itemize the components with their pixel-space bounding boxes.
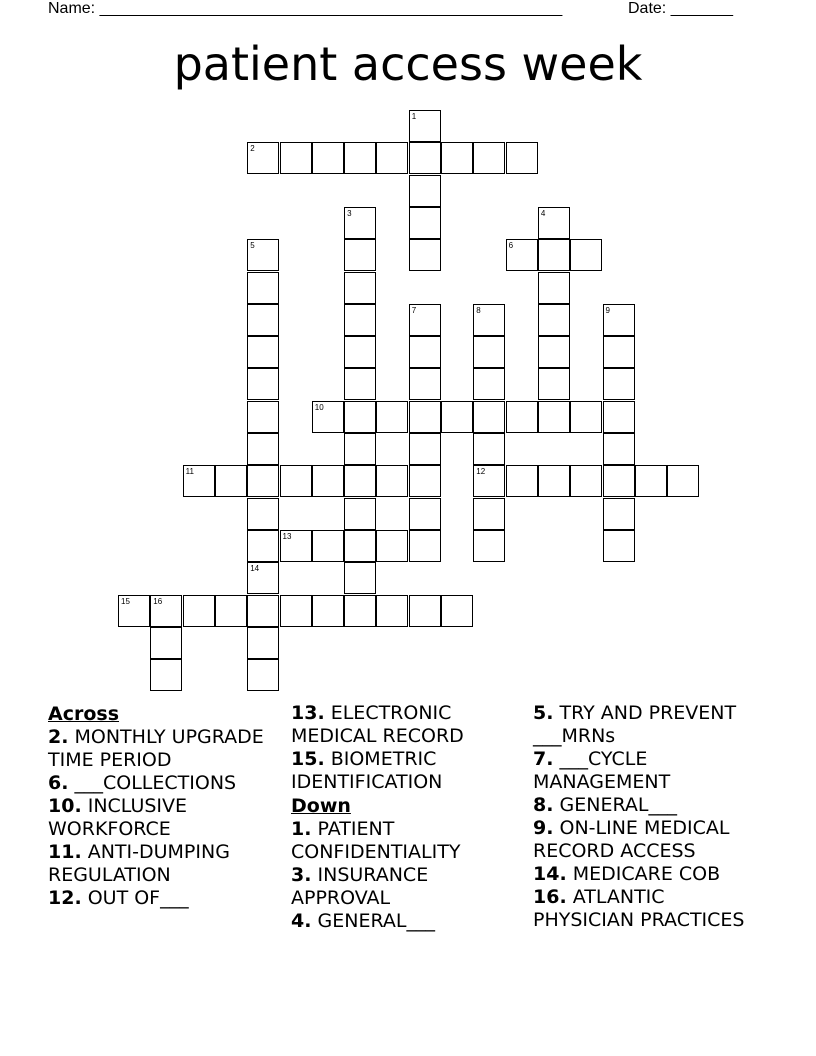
grid-cell[interactable]	[473, 465, 505, 497]
grid-cell[interactable]	[409, 336, 441, 368]
clue-number: 14.	[533, 863, 567, 885]
grid-cell[interactable]	[344, 498, 376, 530]
cell-number: 6	[508, 241, 514, 251]
cell-number: 13	[282, 531, 292, 541]
cell-number: 1	[411, 112, 417, 121]
grid-cell[interactable]	[473, 336, 505, 368]
grid-cell[interactable]	[215, 595, 247, 627]
grid-cell[interactable]	[538, 304, 570, 336]
clue-text: ANTI-DUMPING REGULATION	[48, 841, 230, 886]
grid-cell[interactable]	[409, 433, 441, 465]
grid-cell[interactable]	[603, 530, 635, 562]
grid-cell[interactable]	[344, 433, 376, 465]
grid-cell[interactable]	[603, 465, 635, 497]
clue-number: 16.	[533, 886, 567, 908]
clue-down-5	[533, 702, 769, 748]
cell-number: 11	[185, 467, 194, 477]
grid-cell[interactable]	[473, 368, 505, 400]
grid-cell[interactable]	[603, 401, 635, 433]
grid-cell[interactable]	[409, 595, 441, 627]
clue-number: 9.	[533, 817, 554, 839]
clue-text: BIOMETRIC IDENTIFICATION	[291, 748, 443, 793]
clue-down-14	[533, 863, 769, 886]
clue-down-7	[533, 748, 769, 794]
clue-number: 6.	[48, 772, 69, 794]
clue-text: ___COLLECTIONS	[74, 772, 237, 794]
cell-number: 14	[250, 564, 260, 574]
cell-number: 2	[250, 144, 255, 154]
grid-cell[interactable]	[409, 110, 441, 142]
clue-down-1	[291, 818, 527, 864]
clue-column-2	[291, 702, 527, 933]
cell-number: 7	[411, 305, 417, 315]
grid-cell[interactable]	[603, 368, 635, 400]
grid-cell[interactable]	[409, 530, 441, 562]
clue-number: 4.	[291, 910, 312, 932]
grid-cell[interactable]	[280, 465, 312, 497]
grid-cell[interactable]	[473, 530, 505, 562]
grid-cell[interactable]	[247, 304, 279, 336]
grid-cell[interactable]	[506, 239, 538, 271]
grid-cell[interactable]	[344, 142, 376, 174]
grid-cell[interactable]	[344, 336, 376, 368]
grid-cell[interactable]	[473, 142, 505, 174]
cell-number: 15	[121, 596, 130, 606]
clue-text: OUT OF___	[87, 887, 189, 909]
grid-cell[interactable]	[312, 465, 344, 497]
clue-text: ___CYCLE MANAGEMENT	[533, 748, 671, 793]
cell-number: 10	[314, 402, 324, 412]
grid-cell[interactable]	[312, 142, 344, 174]
grid-cell[interactable]	[409, 304, 441, 336]
grid-cell[interactable]	[603, 433, 635, 465]
grid-cell[interactable]	[344, 239, 376, 271]
clue-across-11	[48, 841, 284, 887]
grid-cell[interactable]	[150, 595, 182, 627]
grid-cell[interactable]	[473, 433, 505, 465]
clue-number: 8.	[533, 794, 554, 816]
name-field-label: Name: ____________________________________________________	[48, 0, 563, 17]
cell-number: 16	[153, 596, 163, 606]
grid-cell[interactable]	[280, 142, 312, 174]
cell-number: 3	[347, 208, 352, 218]
grid-cell[interactable]	[312, 401, 344, 433]
grid-cell[interactable]	[506, 142, 538, 174]
grid-cell[interactable]	[538, 207, 570, 239]
cell-number: 4	[540, 208, 546, 218]
grid-cell[interactable]	[344, 465, 376, 497]
grid-cell[interactable]	[247, 239, 279, 271]
date-field-label: Date: _______	[628, 0, 733, 17]
clue-number: 11.	[48, 841, 82, 863]
grid-cell[interactable]	[409, 142, 441, 174]
clue-text: PATIENT CONFIDENTIALITY	[291, 818, 461, 863]
grid-cell[interactable]	[344, 562, 376, 594]
grid-cell[interactable]	[409, 175, 441, 207]
clue-number: 7.	[533, 748, 554, 770]
clue-across-12	[48, 887, 284, 910]
clue-number: 3.	[291, 864, 312, 886]
grid-cell[interactable]	[506, 465, 538, 497]
grid-cell[interactable]	[376, 142, 408, 174]
clue-down-3	[291, 864, 527, 910]
clue-number: 2.	[48, 726, 69, 748]
grid-cell[interactable]	[344, 304, 376, 336]
clue-across-6	[48, 772, 284, 795]
grid-cell[interactable]	[570, 239, 602, 271]
grid-cell[interactable]	[376, 401, 408, 433]
clue-text: TRY AND PREVENT ___MRNs	[533, 702, 737, 747]
grid-cell[interactable]	[344, 595, 376, 627]
clue-text: GENERAL___	[559, 794, 677, 816]
clue-across-13	[291, 702, 527, 748]
grid-cell[interactable]	[409, 465, 441, 497]
grid-cell[interactable]	[538, 336, 570, 368]
grid-cell[interactable]	[376, 595, 408, 627]
clue-number: 15.	[291, 748, 325, 770]
grid-cell[interactable]	[570, 401, 602, 433]
clue-text: GENERAL___	[317, 910, 435, 932]
clue-text: ON-LINE MEDICAL RECORD ACCESS	[533, 817, 730, 862]
grid-cell[interactable]	[441, 401, 473, 433]
clue-text: ELECTRONIC MEDICAL RECORD	[291, 702, 464, 747]
clue-across-15	[291, 748, 527, 794]
grid-cell[interactable]	[247, 465, 279, 497]
clue-down-8	[533, 794, 769, 817]
grid-cell[interactable]	[344, 530, 376, 562]
clue-number: 13.	[291, 702, 325, 724]
grid-cell[interactable]	[247, 530, 279, 562]
clue-down-16	[533, 886, 769, 932]
clue-text: ATLANTIC PHYSICIAN PRACTICES	[533, 886, 745, 931]
grid-cell[interactable]	[538, 401, 570, 433]
grid-cell[interactable]	[603, 498, 635, 530]
grid-cell[interactable]	[376, 530, 408, 562]
clue-column-1	[48, 702, 284, 910]
grid-cell[interactable]	[247, 659, 279, 691]
grid-cell[interactable]	[538, 465, 570, 497]
grid-cell[interactable]	[247, 627, 279, 659]
grid-cell[interactable]	[441, 142, 473, 174]
clue-across-2	[48, 726, 284, 772]
grid-cell[interactable]	[473, 401, 505, 433]
grid-cell[interactable]	[473, 304, 505, 336]
grid-cell[interactable]	[247, 498, 279, 530]
grid-cell[interactable]	[118, 595, 150, 627]
page-title: patient access week	[173, 37, 643, 91]
grid-cell[interactable]	[376, 465, 408, 497]
grid-cell[interactable]	[312, 530, 344, 562]
grid-cell[interactable]	[215, 465, 247, 497]
grid-cell[interactable]	[344, 207, 376, 239]
cell-number: 12	[476, 467, 486, 477]
grid-cell[interactable]	[538, 272, 570, 304]
grid-cell[interactable]	[150, 627, 182, 659]
grid-cell[interactable]	[280, 530, 312, 562]
grid-cell[interactable]	[247, 336, 279, 368]
grid-cell[interactable]	[667, 465, 699, 497]
grid-cell[interactable]	[538, 239, 570, 271]
grid-cell[interactable]	[280, 595, 312, 627]
cell-number: 5	[250, 241, 255, 251]
clue-text: INCLUSIVE WORKFORCE	[48, 795, 188, 840]
clue-text: MONTHLY UPGRADE TIME PERIOD	[48, 726, 264, 771]
grid-cell[interactable]	[247, 401, 279, 433]
grid-cell[interactable]	[409, 368, 441, 400]
grid-cell[interactable]	[409, 239, 441, 271]
clue-column-3	[533, 702, 769, 932]
clue-across-10	[48, 795, 284, 841]
grid-cell[interactable]	[344, 401, 376, 433]
grid-cell[interactable]	[409, 207, 441, 239]
grid-cell[interactable]	[150, 659, 182, 691]
grid-cell[interactable]	[247, 562, 279, 594]
grid-cell[interactable]	[635, 465, 667, 497]
grid-cell[interactable]	[312, 595, 344, 627]
grid-cell[interactable]	[473, 498, 505, 530]
clue-number: 10.	[48, 795, 82, 817]
grid-cell[interactable]	[570, 465, 602, 497]
clue-down-4	[291, 910, 527, 933]
grid-cell[interactable]	[247, 368, 279, 400]
grid-cell[interactable]	[441, 595, 473, 627]
grid-cell[interactable]	[247, 272, 279, 304]
grid-cell[interactable]	[247, 433, 279, 465]
grid-cell[interactable]	[506, 401, 538, 433]
cell-number: 8	[476, 305, 481, 315]
clue-number: 5.	[533, 702, 554, 724]
grid-cell[interactable]	[344, 368, 376, 400]
grid-cell[interactable]	[183, 465, 215, 497]
clue-text: MEDICARE COB	[572, 863, 721, 885]
grid-cell[interactable]	[183, 595, 215, 627]
grid-cell[interactable]	[247, 142, 279, 174]
down-heading: Down	[291, 795, 351, 817]
cell-number: 9	[605, 305, 610, 315]
grid-cell[interactable]	[603, 336, 635, 368]
clue-number: 12.	[48, 887, 82, 909]
grid-cell[interactable]	[344, 272, 376, 304]
grid-cell[interactable]	[603, 304, 635, 336]
grid-cell[interactable]	[247, 595, 279, 627]
grid-cell[interactable]	[409, 498, 441, 530]
clue-number: 1.	[291, 818, 312, 840]
clue-down-9	[533, 817, 769, 863]
across-heading: Across	[48, 703, 120, 725]
clue-text: INSURANCE APPROVAL	[291, 864, 429, 909]
grid-cell[interactable]	[409, 401, 441, 433]
grid-cell[interactable]	[538, 368, 570, 400]
